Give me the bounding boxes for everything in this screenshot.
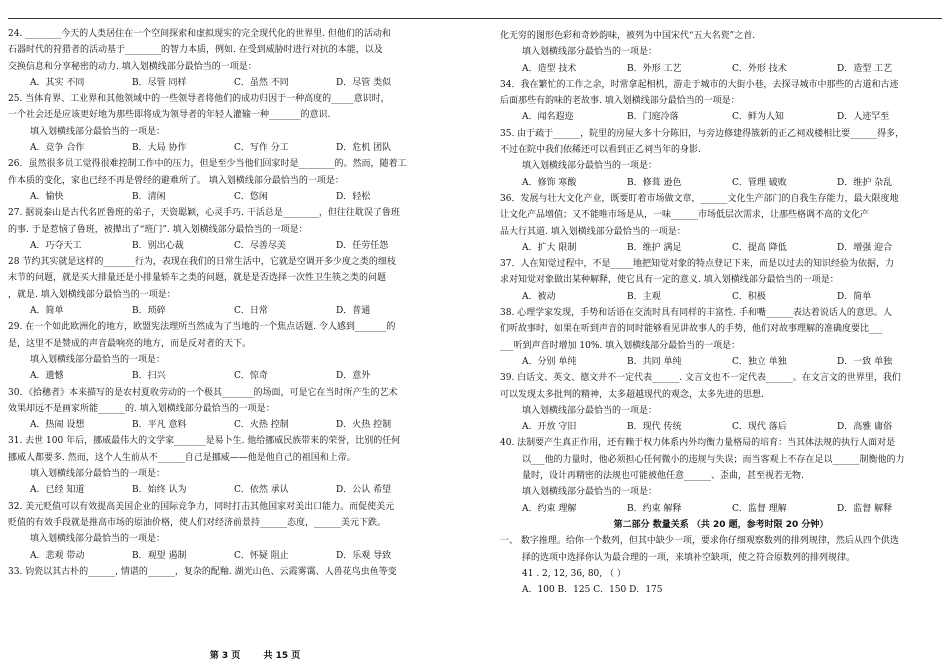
answer-option: A．已经 知道	[30, 485, 85, 496]
answer-options	[500, 501, 942, 517]
answer-options	[500, 289, 942, 305]
answer-option: B．扫兴	[132, 371, 166, 382]
text-line: 33. 钧瓷以其古朴的______, 情谌的______，复杂的配釉. 湖光山色、云霞雾霭、人兽花鸟虫鱼等变	[8, 566, 397, 577]
answer-option: C．监督 理解	[732, 503, 787, 514]
answer-option: B．门庭冷落	[627, 112, 679, 123]
text-line: 效果却远不是画家所能______的. 填入划横线部分最恰当的一项是：	[8, 403, 275, 414]
header-rule	[8, 18, 942, 19]
answer-option: A．闻名遐迩	[522, 112, 574, 123]
text-line: 填入划横线部分最恰当的一项是：	[522, 47, 658, 58]
answer-option: B．大局 协作	[132, 143, 187, 154]
answer-options	[8, 140, 438, 156]
answer-option: B．约束 解释	[627, 503, 682, 514]
answer-option: C．日常	[234, 306, 268, 317]
text-line: 以___他的力量时，他必须担心任何微小的违规与失误；而当客观上不存在足以______制衡他的力	[522, 454, 905, 465]
text-line: ___听到声音时增加 10%. 填入划横线部分最恰当的一项是：	[500, 340, 741, 351]
answer-option: B．维护 满足	[627, 242, 682, 253]
left-column	[8, 26, 438, 580]
right-column	[500, 28, 942, 598]
text-line: 39. 白话文、英文、德文并不一定代表______. 文言文也不一定代表______。在文言文的世界里，我们	[500, 373, 901, 384]
answer-option: A．开放 守旧	[522, 422, 577, 433]
answer-option: A．造型 技术	[522, 63, 577, 74]
answer-option: C．悠闲	[234, 191, 268, 202]
answer-option: B．始终 认为	[132, 485, 187, 496]
answer-option: A．愉快	[30, 191, 64, 202]
answer-option: A．修饰 寒酸	[522, 177, 577, 188]
text-line: 填入划横线部分最恰当的一项是：	[522, 487, 658, 498]
text-line: 是，这里不是赞成的声音最响亮的地方，而是反对者的天下。	[8, 338, 252, 349]
text-line: 让文化产品增值；又不能唯市场是从，一味______市场低层次需求，让那些格调不高的文化产	[500, 210, 870, 221]
answer-option: B．观望 遏制	[132, 550, 187, 561]
text-line: 27. 据说泰山是古代名匠鲁班的弟子，天资聪颖，心灵手巧. 干活总是________，但往往耽误了鲁班	[8, 208, 400, 219]
answer-options	[500, 61, 942, 77]
answer-option: D．意外	[336, 371, 371, 382]
text-line: ，就是. 填入划横线部分最恰当的一项是：	[8, 289, 176, 300]
text-line: 作本质的变化，家也已经不再是曾经的避难所了。 填入划横线部分最恰当的一项是：	[8, 175, 344, 186]
text-line: 填入划横线部分最恰当的一项是：	[30, 126, 166, 137]
answer-option: C．外形 技术	[732, 63, 787, 74]
answer-option: D．火热 控制	[336, 420, 392, 431]
answer-option: A．巧夺天工	[30, 240, 82, 251]
answer-option: D．造型 工艺	[837, 63, 893, 74]
answer-option: D．监督 解释	[837, 503, 893, 514]
answer-option: A．约束 理解	[522, 503, 577, 514]
answer-option: D．普通	[336, 306, 371, 317]
page-total: 共 15 页	[263, 651, 301, 661]
text-line: 贬值的有效手段就是推高市场的原油价格，使人们对经济前景持______态度，______美元下跌。	[8, 517, 387, 528]
answer-option: D．尽管 类似	[336, 77, 392, 88]
text-line: 34．我在繁忙的工作之余，时常拿起相机，游走于城市的大街小巷，去探寻城市中那些的古道和古迹	[500, 79, 899, 90]
answer-option: C．怀疑 阻止	[234, 550, 289, 561]
answer-options	[8, 368, 438, 384]
answer-option: C．火热 控制	[234, 420, 289, 431]
answer-option: D．乐观 导致	[336, 550, 392, 561]
answer-option: D．增强 迎合	[837, 242, 893, 253]
text-line: 填入划横线部分最恰当的一项是：	[30, 469, 166, 480]
answer-option: D．任劳任怨	[336, 240, 389, 251]
answer-option: D．一致 单独	[837, 356, 893, 367]
answer-option: B．共同 单纯	[627, 356, 682, 367]
section-title: 第二部分 数量关系 （共 20 题，参考时限 20 分钟）	[613, 519, 829, 530]
answer-option: D．简单	[837, 291, 872, 302]
text-line: 化无穷的图形色彩和奇妙韵味，被列为中国宋代“五大名瓷”之首.	[500, 31, 756, 41]
answer-option: D．轻松	[336, 191, 371, 202]
text-line: 30．《拾穗者》本来描写的是农村夏收劳动的一个极其_______的场面，可是它在当时所产生的艺术	[8, 387, 398, 398]
text-line: 不过在院中我们依稀还可以看到正乙祠当年的身影.	[500, 145, 701, 156]
text-line: 36．发展与壮大文化产业，既要盯着市场做文章，______文化生产部门的自我生存能力，最大限度地	[500, 193, 899, 204]
answer-option: D．维护 杂乱	[837, 177, 893, 188]
answer-option: C．尽善尽美	[234, 240, 286, 251]
text-line: A．100 B．125 C．150 D．175	[522, 585, 663, 596]
answer-option: B．平凡 意料	[132, 420, 187, 431]
text-line: 的事. 于是惹恼了鲁班，被撵出了“班门”. 填入划横线部分最恰当的一项是：	[8, 224, 308, 235]
answer-option: C．依然 承认	[234, 485, 289, 496]
text-line: 31. 去世 100 年后，挪威最伟大的文学家_______是易卜生. 他给挪威民族带来的荣誉，比别的任何	[8, 436, 401, 447]
answer-options	[8, 417, 438, 433]
answer-option: C．独立 单独	[732, 356, 787, 367]
answer-options	[8, 75, 438, 91]
answer-option: A．其实 不同	[30, 77, 85, 88]
answer-options	[500, 175, 942, 191]
answer-option: C．积极	[732, 291, 766, 302]
text-line: 38. 心理学家发现，手势和话语在交流时具有同样的丰富性. 手和嘴______表达着说话人的意思。人	[500, 308, 892, 319]
text-line: 40. 法制要产生真正作用，还有赖于权力体系内外均衡力量格局的培育：当其体法规的执行人面对是	[500, 438, 896, 449]
answer-options	[8, 238, 438, 254]
answer-option: A．被动	[522, 291, 556, 302]
answer-option: B．外形 工艺	[627, 63, 682, 74]
text-line: 填入划横线部分最恰当的一项是：	[30, 354, 166, 365]
answer-option: B．主观	[627, 291, 661, 302]
page-number: 第 3 页	[209, 651, 241, 661]
answer-options	[8, 482, 438, 498]
text-line: 一个社会还是应该更好地为那些即将成为领导者的年轻人灌输一种_______的意识.	[8, 110, 331, 121]
answer-option: A．竞争 合作	[30, 143, 85, 154]
answer-option: C．提高 降低	[732, 242, 787, 253]
text-line: 24. ________今天的人类居住在一个空间探索和虚拟现实的完全现代化的世界里. 但他们的活动和	[8, 29, 391, 39]
text-line: 37．人在知觉过程中，不是_____地把知觉对象的特点登记下来，而是以过去的知识经验为依据，力	[500, 259, 894, 270]
text-line: 挪威人都要多. 然而，这个人生前从不______自己是挪威——他是他自己的祖国和上帝。	[8, 452, 356, 463]
answer-option: C．管理 破败	[732, 177, 787, 188]
text-line: 25. 当体育界、工业界和其他领域中的一些领导者将他们的成功归因于一种高度的_____意识时，	[8, 94, 390, 105]
answer-option: A．热闹 设想	[30, 420, 85, 431]
text-line: 择的选项中选择你认为最合理的一项，来填补空缺项，使之符合原数列的排列规律。	[522, 552, 856, 563]
answer-option: D．危机 团队	[336, 143, 392, 154]
text-line: 量时，设计再精密的法规也可能被他任意______、歪曲，甚至视若无物.	[522, 471, 804, 482]
answer-option: B．清闲	[132, 191, 166, 202]
page-footer	[0, 648, 510, 661]
answer-options	[8, 189, 438, 205]
text-line: 后面那些有韵味的老故事. 填入划横线部分最恰当的一项是：	[500, 96, 740, 107]
text-line: 35. 由于疏于______，院里的房屋大多十分陈旧，与旁边修建得簇新的正乙祠戏楼相比要______得多，	[500, 128, 905, 139]
answer-option: C．现代 落后	[732, 422, 787, 433]
answer-option: D．公认 希望	[336, 485, 392, 496]
answer-options	[500, 354, 942, 370]
text-line: 32. 美元贬值可以有效提高美国企业的国际竞争力，同时打击其他国家对美出口能力。而促使美元	[8, 501, 395, 512]
answer-options	[500, 109, 942, 125]
text-line: 28 节约其实就是这样的_______行为，表现在我们的日常生活中，它就是空调开多少度之类的细枝	[8, 257, 396, 268]
text-line: 品大行其道. 填入划横线部分最恰当的一项是：	[500, 226, 686, 237]
answer-option: A．分别 单纯	[522, 356, 577, 367]
text-line: 一、 数字推理。给你一个数列，但其中缺少一项，要求你仔细观察数列的排列规律，然后从四个供选	[500, 536, 899, 547]
text-line: 41 . 2, 12, 36, 80, （ ）	[522, 568, 626, 579]
answer-option: C．虽然 不同	[234, 77, 289, 88]
answer-option: C．惊奇	[234, 371, 268, 382]
answer-option: A．扩大 限制	[522, 242, 577, 253]
answer-option: C．写作 分工	[234, 143, 289, 154]
text-line: 可以发现太多批判的精神，太多超越现代的观念，太多先进的思想.	[500, 389, 764, 400]
text-line: 交换信息和分享秘密的动力. 填入划横线部分最恰当的一项是：	[8, 61, 257, 72]
text-line: 29. 在一个如此欧洲化的地方，欧盟宪法理所当然成为了当地的一个焦点话题. 令人感到_______的	[8, 322, 396, 333]
answer-option: B．琐碎	[132, 306, 166, 317]
text-line: 们听故事时，如果在听到声音的同时能够看见讲故事人的手势，他们对故事理解的准确度要比___	[500, 324, 883, 335]
text-line: 求对知觉对象做出某种解释，使它具有一定的意义. 填入划横线部分最恰当的一项是：	[500, 275, 839, 286]
answer-option: B．修葺 逊色	[627, 177, 682, 188]
text-line: 填入划横线部分最恰当的一项是：	[522, 405, 658, 416]
text-line: 填入划横线部分最恰当的一项是：	[522, 161, 658, 172]
answer-options	[8, 548, 438, 564]
text-line: 石器时代的狩猎者的活动基于________的智力本质，例如. 在受到威胁时进行对抗的本能，以及	[8, 45, 383, 56]
text-line: 填入划横线部分最恰当的一项是：	[30, 534, 166, 545]
answer-option: D．高雅 庸俗	[837, 422, 893, 433]
answer-option: B．现代 传统	[627, 422, 682, 433]
answer-option: B．别出心裁	[132, 240, 184, 251]
answer-option: A．遗憾	[30, 371, 64, 382]
text-line: 末节的问题，就是买大排量还是小排量轿车之类的问题，就是是否选择一次性卫生筷之类的问题	[8, 273, 387, 284]
answer-option: A．悲观 带动	[30, 550, 85, 561]
answer-option: C．鲜为人知	[732, 112, 784, 123]
answer-option: B．尽管 同样	[132, 77, 187, 88]
answer-option: D．人迹罕至	[837, 112, 890, 123]
text-line: 26．虽然很多员工觉得很难控制工作中的压力，但是至少当他们回家时是________的。然而，随着工	[8, 159, 407, 170]
answer-options	[500, 419, 942, 435]
answer-option: A．简单	[30, 306, 64, 317]
answer-options	[500, 240, 942, 256]
answer-options	[8, 303, 438, 319]
